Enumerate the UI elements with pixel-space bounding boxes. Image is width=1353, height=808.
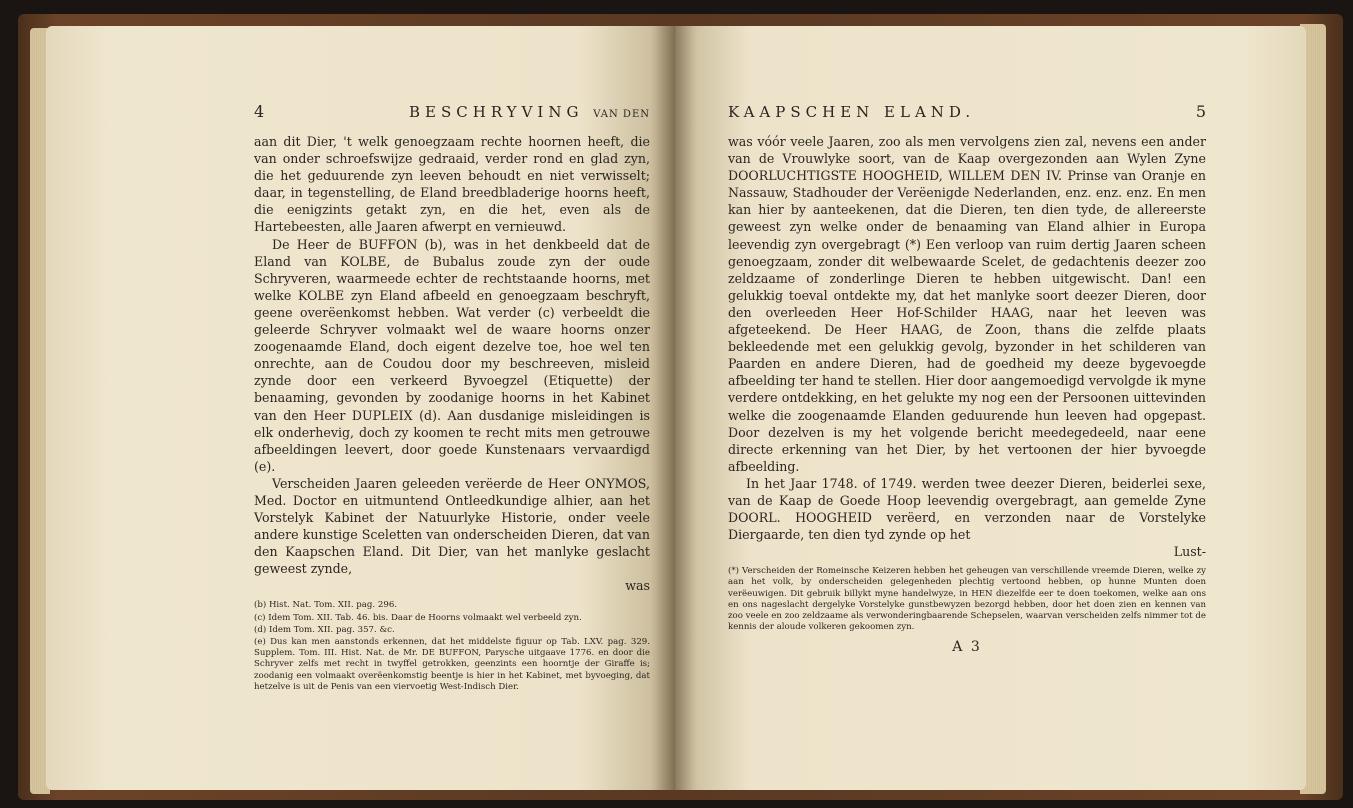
signature-mark: A 3	[952, 639, 982, 656]
right-running-head	[728, 102, 1206, 121]
paragraph: In het Jaar 1748. of 1749. werden twee deezer Dieren, beiderlei sexe, van de Kaap de Goede Hoop leevendig overgebragt, aan gemelde Zyne DOORL. HOOGHEID verëerd, en verzonden naar de Vorstelyke Diergaarde, ten dien tyd zynde op het	[728, 475, 1206, 543]
right-body-text	[728, 133, 1206, 543]
left-body-text	[254, 133, 650, 577]
footnote: (c) Idem Tom. XII. Tab. 46. bis. Daar de Hoorns volmaakt wel verbeeld zyn.	[254, 612, 582, 623]
right-page	[674, 26, 1306, 790]
left-running-title-small: VAN DEN	[593, 109, 650, 120]
left-running-head	[254, 102, 650, 121]
footnote: (e) Dus kan men aanstonds erkennen, dat het middelste figuur op Tab. LXV. pag. 329. Supplem. Tom. III. Hist. Nat. de Mr. DE BUFFON, Parysche uitgaave 1776. en door die Schryver zelfs met recht in twyffel getrokken, geenzints een hoorntje der Giraffe is; zoodanig een volmaakt overëenkomstig beentje is hier in het Kabinet, met byvoeging, dat hetzelve is uit de Penis van een viervoetig West-Indisch Dier.	[254, 637, 650, 692]
right-running-title: KAAPSCHEN ELAND.	[728, 103, 976, 121]
footnote: (d) Idem Tom. XII. pag. 357. &c.	[254, 624, 395, 635]
paragraph: De Heer de BUFFON (b), was in het denkbeeld dat de Eland van KOLBE, de Bubalus zoude zyn der oude Schryveren, waarmeede echter de rechtstaande hoorns, met welke KOLBE zyn Eland afbeeld en genoegzaam beschryft, geene overëenkomst hebben. Wat verder (c) verbeeldt die geleerde Schryver volmaakt wel de waare hoorns onzer zoogenaamde Eland, doch eigent dezelve toe, hoe wel ten onrechte, aan de Coudou door my beschreeven, misleid zynde door een verkeerd Byvoegzel (Etiquette) der benaaming, gevonden by zoodanige hoorns in het Kabinet van den Heer DUPLEIX (d). Aan dusdanige misleidingen is elk onderhevig, doch zy koomen te recht mits men getrouwe afbeeldingen leevert, door goede Kunstenaars vervaardigd (e).	[254, 236, 650, 474]
paragraph: aan dit Dier, 't welk genoegzaam rechte hoornen heeft, die van onder schroefswijze gedraaid, verder rond en glad zyn, die het geduurende zyn leeven behoudt en niet verwisselt; daar, in tegenstelling, de Eland breedbladerige hoorns heeft, die eenigzints getakt zyn, en die het, even als de Hartebeesten, alle Jaaren afwerpt en vernieuwd.	[254, 134, 650, 235]
paragraph: Verscheiden Jaaren geleeden verëerde de Heer ONYMOS, Med. Doctor en uitmuntend Ontleedkundige alhier, aan het Vorstelyk Kabinet der Natuurlyke Historie, onder veele andere kunstige Sceletten van onderscheiden Dieren, dat van den Kaapschen Eland. Dit Dier, van het manlyke geslacht geweest zynde,	[254, 475, 650, 577]
catchword: was	[625, 578, 650, 594]
left-footnotes	[254, 600, 650, 693]
catchword: Lust-	[1173, 544, 1206, 560]
footnote: (*) Verscheiden der Romeinsche Keizeren hebben het geheugen van verschillende vreemde Dieren, welke zy aan het volk, by onderscheiden gelegenheden plechtig vertoond hebben, op hunne Munten doen verëeuwigen. Dit gebruik billykt myne handelwyze, in HEN diezelfde eer te doen toekomen, welke aan ons en ons nageslacht dergelyke Vorstelyke gunstbewyzen bezorgd hebben, door het doen zien en kennen van zoo veele en zoo zeldzaame als verwonderingbaarende Schepselen, waarvan verscheiden zelfs nimmer tot de kennis der aloude volkeren gekoomen zyn.	[728, 566, 1206, 633]
left-page-number: 4	[254, 102, 265, 121]
left-page	[46, 26, 674, 790]
right-footnotes	[728, 566, 1206, 633]
right-page-number: 5	[1195, 102, 1206, 121]
paragraph: was vóór veele Jaaren, zoo als men vervolgens zien zal, nevens een ander van de Vrouwlyke soort, van de Kaap overgezonden aan Wylen Zyne DOORLUCHTIGSTE HOOGHEID, WILLEM DEN IV. Prinse van Oranje en Nassauw, Stadhouder der Verëenigde Nederlanden, enz. enz. enz. En men kan hier by aanteekenen, dat die Dieren, ten dien tyde, de allereerste geweest zyn welke onder de benaaming van Eland alhier in Europa leevendig zyn overgebragt (*) Een verloop van ruim dertig Jaaren scheen genoegzaam, zonder dit welbewaarde Scelet, de gedachtenis deezer zoo zeldzaame of zonderlinge Dieren te hebben uitgewischt. Dan! een gelukkig toeval ontdekte my, dat het manlyke soort deezer Dieren, door den overleeden Heer Hof-Schilder HAAG, naar het leeven was afgeteekend. De Heer HAAG, de Zoon, thans die zelfde plaats bekleedende met een gelukkig gevolg, byzonder in het schilderen van Paarden en andere Dieren, had de goedheid my deeze bygevoegde afbeelding ter hand te stellen. Hier door aangemoedigd vervolgde ik myne verdere ontdekking, en het gelukte my nog een der Persoonen uittevinden welke die zoogenaamde Elanden geduurende hun leeven had opgepast. Door dezelven is my het volgende bericht meedegedeeld, naar eene directe erkenning van het Dier, by het vertoonen der hier byvoegde afbeelding.	[728, 134, 1206, 474]
left-running-title	[409, 103, 650, 121]
left-running-title-main: BESCHRYVING	[409, 103, 584, 121]
footnote: (b) Hist. Nat. Tom. XII. pag. 296.	[254, 600, 398, 611]
